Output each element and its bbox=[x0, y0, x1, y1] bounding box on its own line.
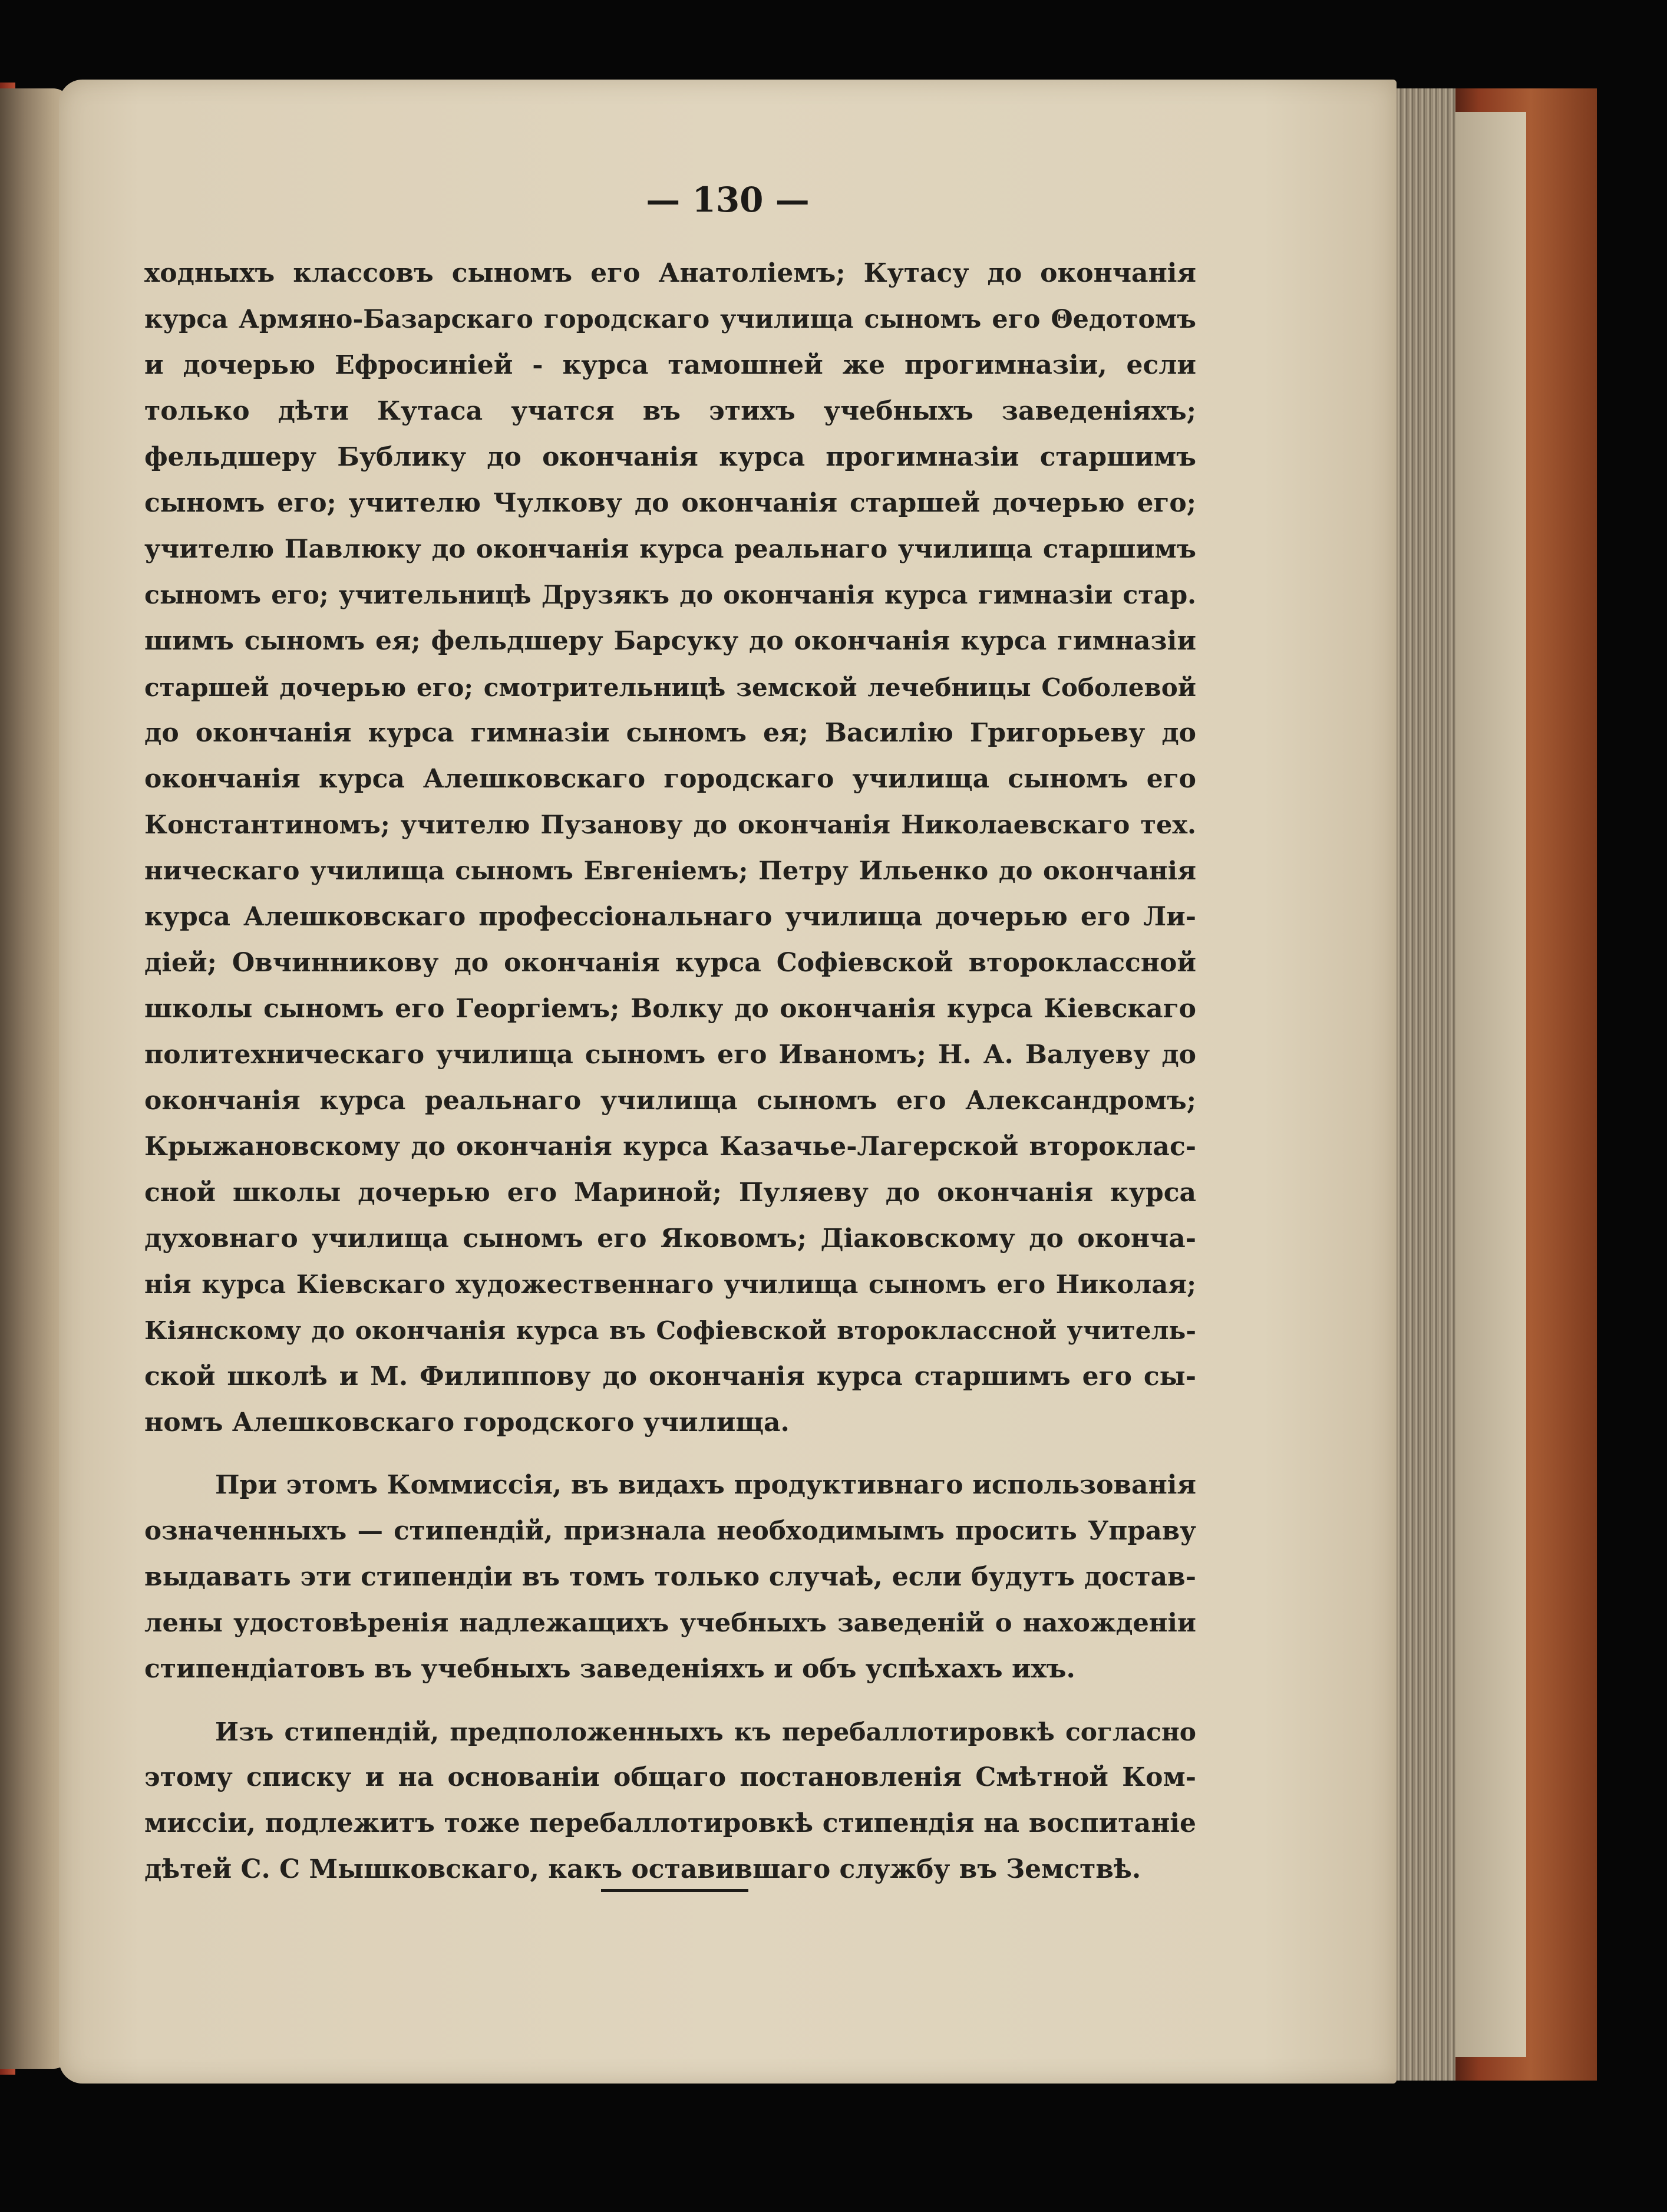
text-line: духовнаго училища сыномъ его Яковомъ; Діаковскому до оконча- bbox=[144, 1224, 1196, 1254]
paragraph-3 bbox=[144, 1709, 1196, 1893]
end-rule bbox=[601, 1889, 748, 1892]
text-line: этому списку и на основаніи общаго постановленія Смѣтной Ком- bbox=[144, 1762, 1196, 1792]
text-line: курса Армяно-Базарскаго городскаго училища сыномъ его Θедотомъ bbox=[144, 305, 1196, 334]
paragraph-1 bbox=[144, 250, 1196, 1446]
paragraph-gap bbox=[144, 1692, 1196, 1709]
text-line: окончанія курса реальнаго училища сыномъ его Александромъ; bbox=[144, 1086, 1196, 1116]
paragraph-2 bbox=[144, 1462, 1196, 1692]
text-line: номъ Алешковскаго городского училища. bbox=[144, 1407, 790, 1438]
text-line: діей; Овчинникову до окончанія курса Софіевской второклассной bbox=[144, 948, 1196, 978]
text-line: шимъ сыномъ ея; фельдшеру Барсуку до окончанія курса гимназіи bbox=[144, 626, 1196, 656]
text-line: лены удостовѣренія надлежащихъ учебныхъ заведеній о нахожденіи bbox=[144, 1608, 1196, 1638]
text-line: Константиномъ; учителю Пузанову до окончанія Николаевскаго тех. bbox=[144, 810, 1196, 840]
text-line: фельдшеру Бублику до окончанія курса прогимназіи старшимъ bbox=[144, 442, 1196, 472]
text-line: Кіянскому до окончанія курса въ Софіевской второклассной учитель- bbox=[144, 1316, 1196, 1346]
page-number: — 130 — bbox=[646, 180, 810, 220]
text-line: сной школы дочерью его Мариной; Пуляеву до окончанія курса bbox=[144, 1178, 1196, 1208]
text-line: школы сыномъ его Георгіемъ; Волку до окончанія курса Кіевскаго bbox=[144, 994, 1196, 1024]
text-line: сыномъ его; учительницѣ Друзякъ до окончанія курса гимназіи стар. bbox=[144, 581, 1196, 610]
page-text bbox=[144, 250, 1196, 1893]
page-stack bbox=[1391, 88, 1455, 2081]
text-line: выдавать эти стипендіи въ томъ только случаѣ, если будутъ достав- bbox=[144, 1562, 1196, 1592]
text-line: стипендіатовъ въ учебныхъ заведеніяхъ и объ успѣхахъ ихъ. bbox=[144, 1654, 1075, 1684]
paragraph-gap bbox=[144, 1446, 1196, 1462]
text-line: курса Алешковскаго профессіональнаго училища дочерью его Ли- bbox=[144, 902, 1196, 932]
text-line: Крыжановскому до окончанія курса Казачье-Лагерской второклас- bbox=[144, 1132, 1196, 1162]
endpaper bbox=[1455, 112, 1526, 2057]
text-line: При этомъ Коммиссія, въ видахъ продуктивнаго использованія bbox=[215, 1470, 1196, 1500]
text-line: дѣтей С. С Мышковскаго, какъ оставившаго службу въ Земствѣ. bbox=[144, 1854, 1141, 1884]
text-line: означенныхъ — стипендій, признала необходимымъ просить Управу bbox=[144, 1516, 1196, 1546]
text-line: только дѣти Кутаса учатся въ этихъ учебныхъ заведеніяхъ; bbox=[144, 396, 1196, 426]
text-line: политехническаго училища сыномъ его Иваномъ; Н. А. Валуеву до bbox=[144, 1040, 1196, 1070]
text-line: и дочерью Ефросиніей - курса тамошней же прогимназіи, если bbox=[144, 350, 1196, 380]
text-line: миссіи, подлежитъ тоже перебаллотировкѣ стипендія на воспитаніе bbox=[144, 1808, 1196, 1838]
book-page bbox=[59, 80, 1397, 2084]
text-line: окончанія курса Алешковскаго городскаго училища сыномъ его bbox=[144, 764, 1196, 794]
text-line: старшей дочерью его; смотрительницѣ земской лечебницы Соболевой bbox=[144, 672, 1196, 702]
text-line: ской школѣ и М. Филиппову до окончанія курса старшимъ его сы- bbox=[144, 1362, 1196, 1392]
text-line: Изъ стипендій, предположенныхъ къ перебаллотировкѣ согласно bbox=[215, 1717, 1196, 1746]
text-line: до окончанія курса гимназіи сыномъ ея; Василію Григорьеву до bbox=[144, 718, 1196, 748]
text-line: ходныхъ классовъ сыномъ его Анатоліемъ; Кутасу до окончанія bbox=[144, 258, 1196, 288]
text-line: учителю Павлюку до окончанія курса реальнаго училища старшимъ bbox=[144, 534, 1196, 564]
text-line: сыномъ его; учителю Чулкову до окончанія старшей дочерью его; bbox=[144, 488, 1196, 518]
text-line: нія курса Кіевскаго художественнаго училища сыномъ его Николая; bbox=[144, 1270, 1196, 1300]
text-line: ническаго училища сыномъ Евгеніемъ; Петру Ильенко до окончанія bbox=[144, 856, 1196, 886]
